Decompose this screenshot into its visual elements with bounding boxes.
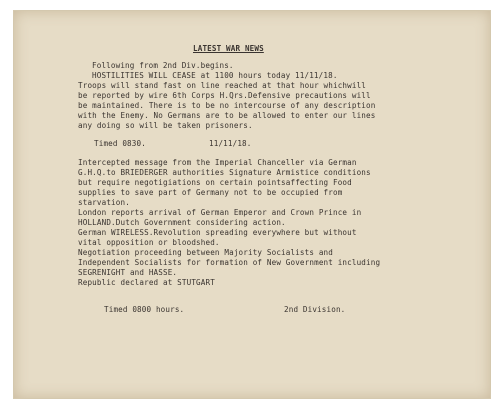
body-line: Independent Socialists for formation of New Government including [78,258,381,267]
footer-division: 2nd Division. [284,305,346,314]
footer-timed: Timed 0800 hours. [104,305,185,314]
body-line: any doing so will be taken prisoners. [78,121,253,130]
timed-line-date: 11/11/18. [209,139,252,148]
body-line: Republic declared at STUTGART [78,278,215,287]
body-line: be reported by wire 6th Corps H.Qrs.Defensive precautions will [78,91,371,100]
document-sheet [13,10,491,399]
body-line: German WIRELESS.Revolution spreading everywhere but without [78,228,357,237]
document-title: LATEST WAR NEWS [193,44,264,53]
body-line: Intercepted message from the Imperial Chanceller via German [78,158,357,167]
body-line: with the Enemy. No Germans are to be allowed to enter our lines [78,111,376,120]
body-line: G.H.Q.to BRIEDERGER authorities Signature Armistice conditions [78,168,371,177]
body-line: Following from 2nd Div.begins. [92,61,234,70]
body-line: SEGRENIGHT and HASSE. [78,268,178,277]
body-line: but require negotigiations on certain pointsaffecting Food [78,178,352,187]
body-line: vital opposition or bloodshed. [78,238,220,247]
body-line: HOLLAND.Dutch Government considering action. [78,218,286,227]
body-line: Troops will stand fast on line reached at that hour whichwill [78,81,367,90]
body-line: starvation. [78,198,130,207]
body-line: be maintained. There is to be no intercourse of any description [78,101,376,110]
body-line: HOSTILITIES WILL CEASE at 1100 hours today 11/11/18. [92,71,338,80]
timed-line-time: Timed 0830. [94,139,146,148]
body-line: supplies to save part of Germany not to be occupied from [78,188,343,197]
body-line: London reports arrival of German Emperor and Crown Prince in [78,208,362,217]
body-line: Negotiation proceeding between Majority Socialists and [78,248,333,257]
